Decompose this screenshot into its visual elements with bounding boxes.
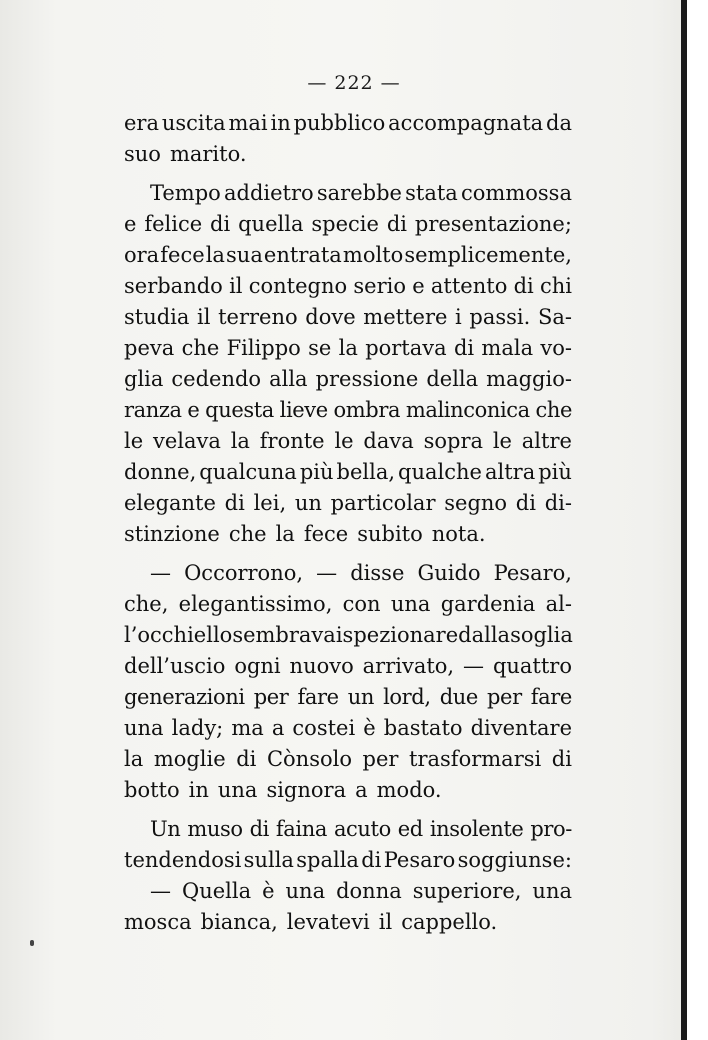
text-line [124, 814, 572, 845]
word: lady; [171, 716, 224, 740]
word: cedendo [171, 367, 262, 391]
text-line [124, 589, 572, 620]
word: questa [205, 398, 274, 422]
word: Filippo [226, 336, 301, 360]
word: sarebbe [316, 181, 402, 205]
word: mala [481, 336, 534, 360]
word: con [342, 592, 381, 616]
word: la [124, 747, 144, 771]
word: Quella [181, 879, 252, 903]
word: che, [124, 592, 169, 616]
word: moglie [153, 747, 226, 771]
word: chi [539, 274, 572, 298]
word: — [150, 561, 171, 585]
word: subito [357, 522, 423, 546]
word: lieve [279, 398, 328, 422]
word: pro- [530, 817, 572, 841]
word: dell’uscio [124, 654, 226, 678]
word: qualche [398, 460, 482, 484]
word: levatevi [286, 910, 370, 934]
word: malinconica [405, 398, 530, 422]
word: la [338, 336, 358, 360]
word: bastato [383, 716, 463, 740]
word: bianca, [200, 910, 278, 934]
text-line [124, 558, 572, 589]
word: una [217, 778, 258, 802]
word: semplicemente, [404, 243, 572, 267]
word: l’occhiello [124, 623, 233, 647]
word: lei, [253, 491, 287, 515]
word: che [181, 336, 220, 360]
word: elegantissimo, [178, 592, 333, 616]
word: il [378, 910, 393, 934]
word: peva [124, 336, 175, 360]
word: di [210, 212, 231, 236]
word: elegante [124, 491, 216, 515]
word: e [124, 212, 137, 236]
word: ranza [124, 398, 182, 422]
word: modo. [376, 778, 442, 802]
word: specie [311, 212, 379, 236]
word: è [262, 879, 275, 903]
word: trasformarsi [409, 747, 542, 771]
word: mai [228, 111, 268, 135]
word: suo [124, 142, 161, 166]
word: Pesaro [383, 848, 456, 872]
word: la [275, 522, 295, 546]
word: le [334, 429, 354, 453]
word: mettere [363, 305, 448, 329]
word: fare [297, 685, 339, 709]
text-line [124, 651, 572, 682]
word: ispezionare [335, 623, 459, 647]
text-line [124, 519, 572, 550]
word: più [538, 460, 572, 484]
word: di [513, 274, 534, 298]
word: altre [521, 429, 572, 453]
word: soggiunse: [457, 848, 572, 872]
word: — [463, 654, 485, 678]
word: segno [444, 491, 508, 515]
word: Sa- [537, 305, 572, 329]
word: particolar [330, 491, 436, 515]
word: un [294, 491, 322, 515]
word: attento [430, 274, 508, 298]
word: cappello. [401, 910, 498, 934]
word: Tempo [150, 181, 221, 205]
word: le [124, 429, 144, 453]
word: pressione [315, 367, 419, 391]
word: botto [124, 778, 180, 802]
word: nota. [431, 522, 486, 546]
word: Pesaro, [493, 561, 572, 585]
text-line [124, 775, 572, 806]
word: di [515, 491, 536, 515]
word: di- [544, 491, 572, 515]
word: che [535, 398, 572, 422]
word: spalla [296, 848, 359, 872]
word: che [228, 522, 267, 546]
word: di [386, 212, 407, 236]
word: dava [363, 429, 414, 453]
text-line [124, 907, 572, 938]
text-line [124, 426, 572, 457]
word: lord, [383, 685, 431, 709]
word: di [249, 817, 269, 841]
word: una [285, 879, 326, 903]
word: gardenia [440, 592, 536, 616]
word: fronte [259, 429, 325, 453]
word: contegno [248, 274, 348, 298]
word: più [299, 460, 334, 484]
word: maggio- [486, 367, 572, 391]
word: di [236, 747, 257, 771]
word: il [197, 305, 211, 329]
word: di [453, 336, 475, 360]
text-line [124, 333, 572, 364]
word: ed [397, 817, 423, 841]
text-line [124, 271, 572, 302]
word: stata [405, 181, 458, 205]
word: vo- [540, 336, 572, 360]
word: presentazione; [414, 212, 572, 236]
word: ogni [234, 654, 281, 678]
word: quella [238, 212, 304, 236]
word: ma [231, 716, 264, 740]
word: bella, [336, 460, 396, 484]
scan-margin [687, 0, 708, 1040]
text-line [124, 139, 572, 170]
word: Guido [417, 561, 481, 585]
word: marito. [169, 142, 247, 166]
word: commossa [461, 181, 572, 205]
word: in [270, 111, 291, 135]
word: in [188, 778, 209, 802]
word: le [492, 429, 512, 453]
text-line [124, 302, 572, 333]
word: uscita [161, 111, 226, 135]
word: velava [152, 429, 221, 453]
word: tendendosi [124, 848, 242, 872]
word: accompagnata [388, 111, 544, 135]
word: donne, [124, 460, 197, 484]
word: portava [365, 336, 447, 360]
ink-speck [30, 940, 34, 946]
word: alla [269, 367, 308, 391]
word: una [124, 716, 164, 740]
word: è [363, 716, 376, 740]
word: entrata [263, 243, 342, 267]
word: disse [350, 561, 405, 585]
word: soglia [510, 623, 573, 647]
word: Un [150, 817, 181, 841]
word: mosca [124, 910, 192, 934]
word: ora [124, 243, 160, 267]
word: — [150, 879, 171, 903]
word: una [390, 592, 431, 616]
word: sopra [423, 429, 483, 453]
word: la [205, 243, 225, 267]
word: addietro [224, 181, 314, 205]
word: arrivato, [362, 654, 455, 678]
word: faina [275, 817, 327, 841]
word: insolente [429, 817, 524, 841]
word: il [229, 274, 243, 298]
text-line [124, 395, 572, 426]
word: donna [336, 879, 402, 903]
word: nuovo [289, 654, 354, 678]
word: fece [303, 522, 349, 546]
word: Occorrono, [184, 561, 304, 585]
word: superiore, [412, 879, 522, 903]
word: da [546, 111, 572, 135]
word: glia [124, 367, 164, 391]
text-line [124, 845, 572, 876]
word: molto [342, 243, 404, 267]
text-line [124, 209, 572, 240]
word: e [187, 398, 200, 422]
word: serio [353, 274, 406, 298]
text-line [124, 240, 572, 271]
word: Cònsolo [266, 747, 352, 771]
word: della [426, 367, 479, 391]
text-line [124, 178, 572, 209]
word: signora [266, 778, 347, 802]
word: per [362, 747, 399, 771]
text-line [124, 457, 572, 488]
word: — [316, 561, 338, 585]
word: una [532, 879, 572, 903]
word: qualcuna [199, 460, 297, 484]
word: diventare [470, 716, 572, 740]
word: passi. [469, 305, 531, 329]
word: a [271, 716, 285, 740]
text-line [124, 108, 572, 139]
word: un [347, 685, 375, 709]
word: e [412, 274, 425, 298]
word: di [361, 848, 382, 872]
text-line [124, 620, 572, 651]
word: se [308, 336, 332, 360]
word: per [487, 685, 522, 709]
word: pubblico [293, 111, 386, 135]
word: stinzione [124, 522, 220, 546]
word: sulla [243, 848, 294, 872]
word: i [455, 305, 462, 329]
word: dalla [458, 623, 511, 647]
word: felice [144, 212, 203, 236]
word: dove [305, 305, 356, 329]
word: altra [484, 460, 536, 484]
word: per [253, 685, 289, 709]
word: studia [124, 305, 190, 329]
word: serbando [124, 274, 223, 298]
word: fare [530, 685, 572, 709]
text-line [124, 488, 572, 519]
word: la [230, 429, 250, 453]
word: a [355, 778, 368, 802]
text-line [124, 876, 572, 907]
word: quattro [492, 654, 572, 678]
body-text [124, 108, 572, 938]
word: terreno [218, 305, 298, 329]
word: ombra [333, 398, 401, 422]
word: al- [545, 592, 572, 616]
word: sua [226, 243, 263, 267]
text-line [124, 682, 572, 713]
text-line [124, 364, 572, 395]
word: di [551, 747, 572, 771]
word: generazioni [124, 685, 245, 709]
word: sembrava [232, 623, 336, 647]
text-line [124, 744, 572, 775]
word: fece [160, 243, 205, 267]
word: costei [292, 716, 356, 740]
word: due [439, 685, 478, 709]
word: era [124, 111, 159, 135]
page-number: — 222 — [307, 72, 401, 94]
text-line [124, 713, 572, 744]
word: di [224, 491, 245, 515]
word: muso [187, 817, 243, 841]
word: acuto [333, 817, 391, 841]
